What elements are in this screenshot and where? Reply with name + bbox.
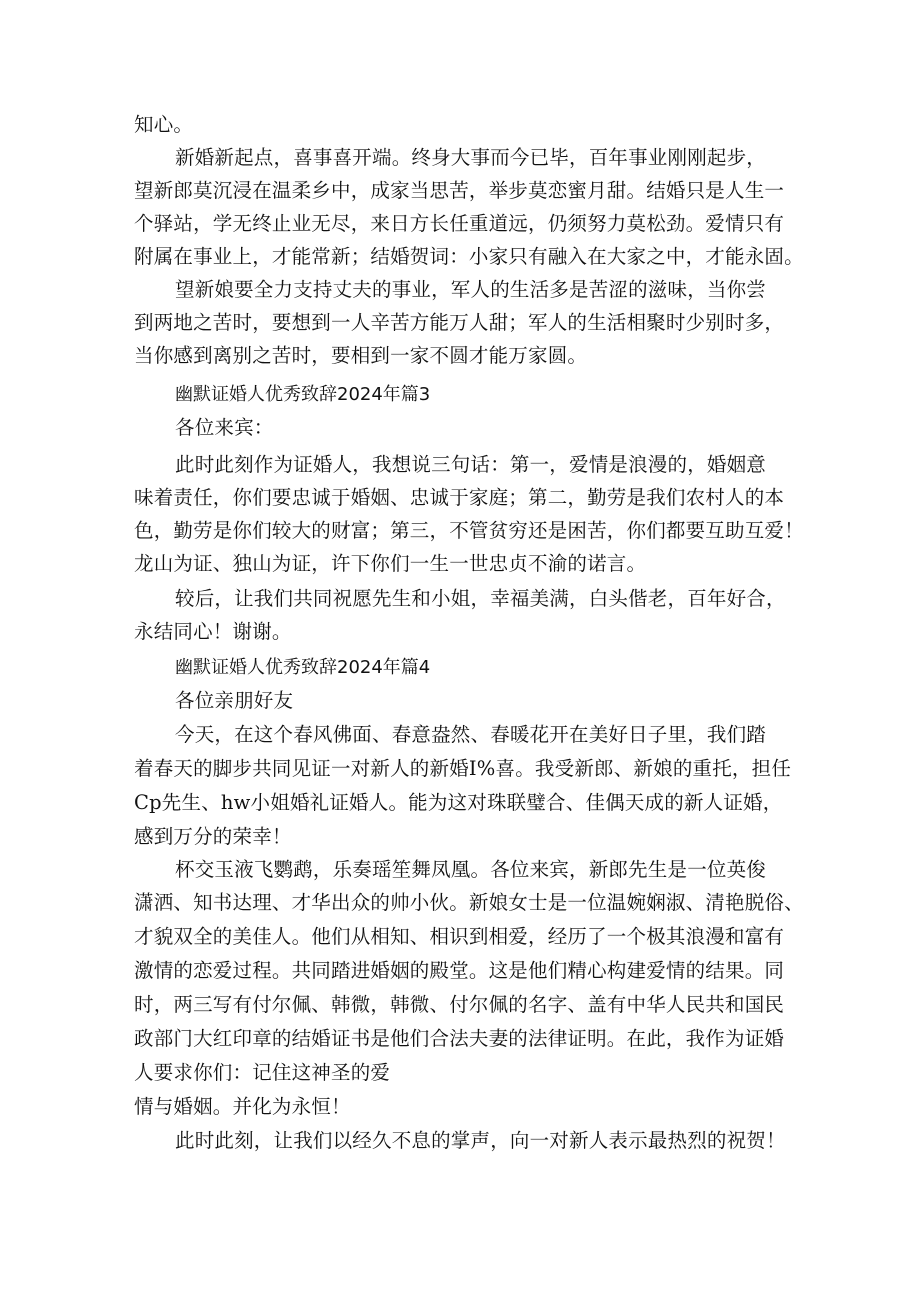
body-line: 色，勤劳是你们较大的财富；第三，不管贫穷还是困苦，你们都要互助互爱！ [134,519,804,542]
body-line: 到两地之苦时，要想到一人辛苦方能万人甜；军人的生活相聚时少别时多， [134,311,785,334]
body-line: 当你感到离别之苦时，要相到一家不圆才能万家圆。 [134,344,588,367]
body-line: Cp先生、hw小姐婚礼证婚人。能为这对珠联璧合、佳偶天成的新人证婚， [134,791,783,814]
body-line: 望新郎莫沉浸在温柔乡中，成家当思苦，举步莫恋蜜月甜。结婚只是人生一 [134,179,785,202]
paragraph-first-line: 新婚新起点，喜事喜开端。终身大事而今已毕，百年事业刚刚起步， [175,146,767,169]
salutation: 各位亲朋好友 [175,689,294,712]
paragraph-first-line: 此时此刻，让我们以经久不息的掌声，向一对新人表示最热烈的祝贺！ [175,1129,786,1152]
body-line: 潇洒、知书达理、才华出众的帅小伙。新娘女士是一位温婉娴淑、清艳脱俗、 [134,891,804,914]
paragraph-first-line: 杯交玉液飞鹦鹉，乐奏瑶笙舞凤凰。各位来宾，新郎先生是一位英俊 [175,858,767,881]
body-line: 时，两三写有付尔佩、韩微，韩微、付尔佩的名字、盖有中华人民共和国民 [134,993,785,1016]
body-line: 情与婚姻。并化为永恒！ [134,1095,351,1118]
body-line: 龙山为证、独山为证，许下你们一生一世忠贞不渝的诺言。 [134,552,647,575]
body-line: 政部门大红印章的结婚证书是他们合法夫妻的法律证明。在此，我作为证婚 [134,1027,785,1050]
paragraph-first-line: 望新娘要全力支持丈夫的事业，军人的生活多是苦涩的滋味，当你尝 [175,278,767,301]
paragraph-first-line: 此时此刻作为证婚人，我想说三句话：第一，爱情是浪漫的，婚姻意 [175,453,767,476]
paragraph-first-line: 今天，在这个春风佛面、春意盎然、春暖花开在美好日子里，我们踏 [175,723,767,746]
paragraph-first-line: 较后，让我们共同祝愿先生和小姐，幸福美满，白头偕老，百年好合， [175,587,786,610]
body-line: 感到万分的荣幸！ [134,825,292,848]
body-line: 知心。 [134,113,194,136]
body-line: 个驿站，学无终止业无尽，来日方长任重道远，仍须努力莫松劲。爱情只有 [134,212,785,235]
body-line: 人要求你们：记住这神圣的爱 [134,1061,391,1084]
body-line: 味着责任，你们要忠诚于婚姻、忠诚于家庭；第二，勤劳是我们农村人的本 [134,486,785,509]
body-line: 着春天的脚步共同见证一对新人的新婚I%喜。我受新郎、新娘的重托，担任 [134,757,792,780]
body-line: 附属在事业上，才能常新；结婚贺词：小家只有融入在大家之中，才能永固。 [134,245,804,268]
salutation: 各位来宾： [175,416,274,439]
body-line: 才貌双全的美佳人。他们从相知、相识到相爱，经历了一个极其浪漫和富有 [134,925,785,948]
body-line: 激情的恋爱过程。共同踏进婚姻的殿堂。这是他们精心构建爱情的结果。同 [134,959,785,982]
section-heading: 幽默证婚人优秀致辞2024年篇4 [175,657,431,678]
section-heading: 幽默证婚人优秀致辞2024年篇3 [175,384,431,405]
body-line: 永结同心！谢谢。 [134,620,292,643]
